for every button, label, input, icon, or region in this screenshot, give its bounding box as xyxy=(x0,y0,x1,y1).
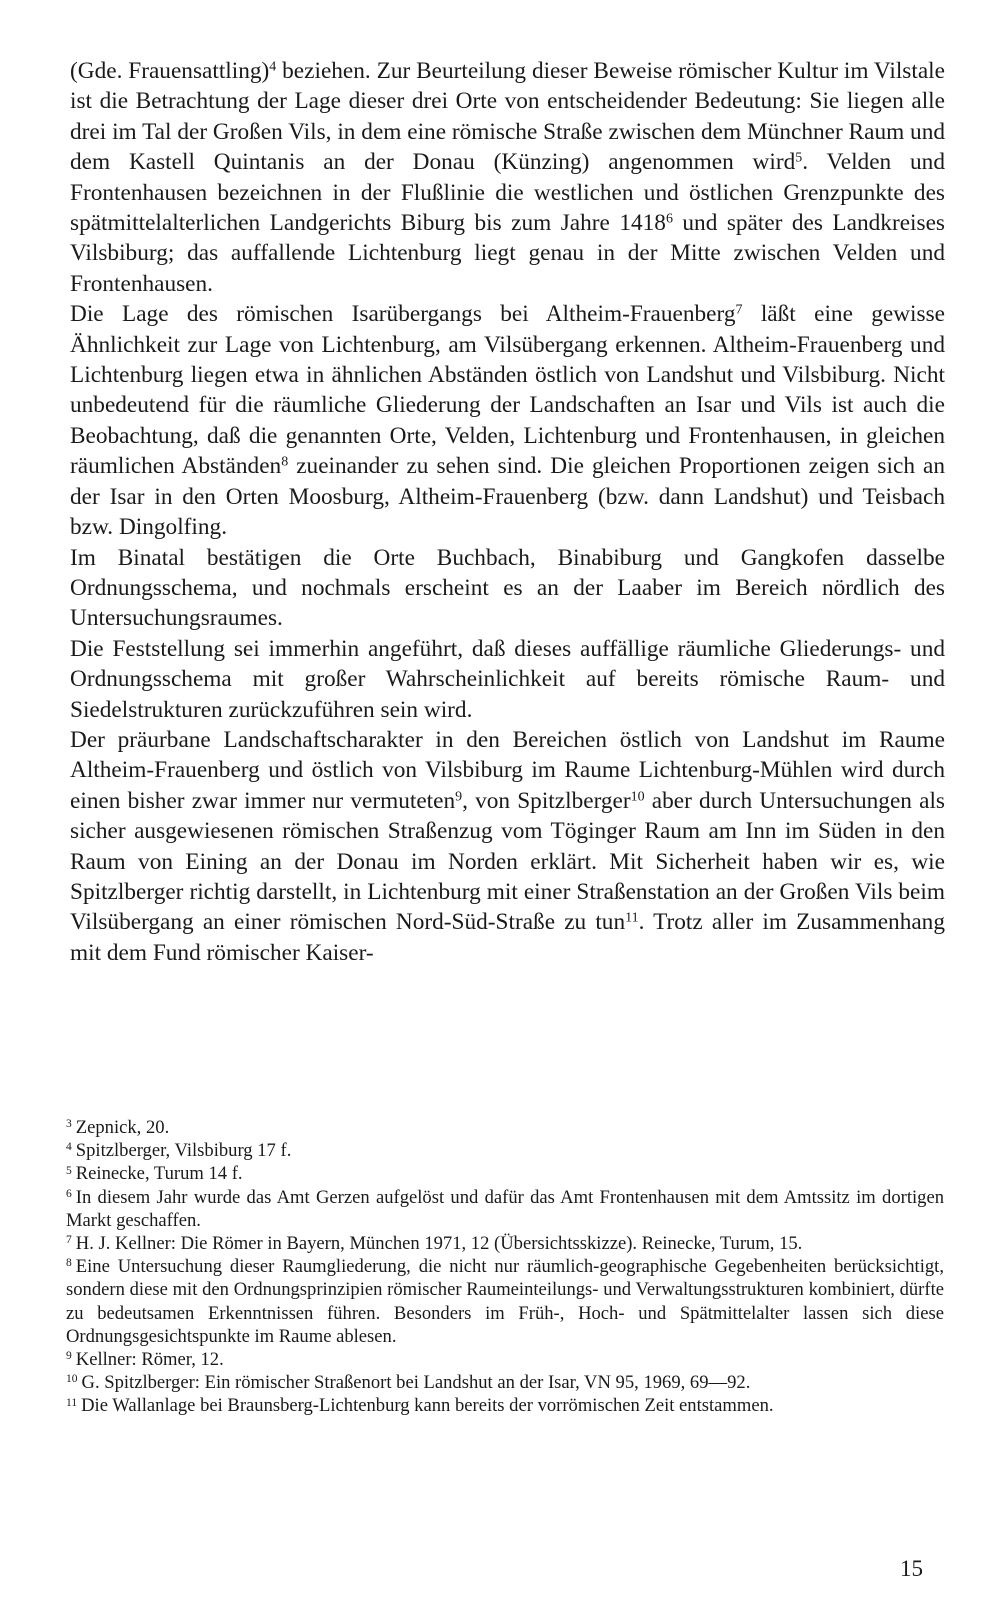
footnote-ref[interactable]: 4 xyxy=(269,59,277,75)
footnote-ref[interactable]: 11 xyxy=(625,910,639,926)
paragraph: (Gde. Frauensattling)$^4$ beziehen. Zur Beurteilung dieser Beweise römischer Kultur im Vilstale ist die Betrachtung der Lage dieser drei Orte von entscheidender Bedeutung: Sie liegen alle drei im Tal der Großen Vils, in dem eine römische Straße zwischen dem Münchner Raum und dem Kastell Quintanis an der Donau (Künzing) angenommen wird$^5$. Velden und Frontenhausen bezeichnen in der Flußlinie die westlichen und östlichen Grenzpunkte des spätmittelalterlichen Landgerichts Biburg bis zum Jahre 1418$^6$ und später des Landkreises Vilsbiburg; das auffallende Lichtenburg liegt genau in der Mitte zwischen Velden und Frontenhausen. xyxy=(70,58,945,297)
footnote: $^6$ In diesem Jahr wurde das Amt Gerzen aufgelöst und dafür das Amt Frontenhausen mit dem Amtssitz im dortigen Markt geschaffen. xyxy=(66,1186,944,1231)
paragraph: Der präurbane Landschaftscharakter in den Bereichen östlich von Landshut im Raume Altheim-Frauenberg und östlich von Vilsbiburg im Raume Lichtenburg-Mühlen wird durch einen bisher zwar immer nur vermuteten$^9$, von Spitzlberger$^{10}$ aber durch Untersuchungen als sicher ausgewiesenen römischen Straßenzug vom Töginger Raum am Inn im Süden in den Raum von Eining an der Donau im Norden erklärt. Mit Sicherheit haben wir es, wie Spitzlberger richtig darstellt, in Lichtenburg mit einer Straßenstation an der Großen Vils beim Vilsübergang an einer römischen Nord-Süd-Straße zu tun$^{11}$. Trotz aller im Zusammenhang mit dem Fund römischer Kaiser- xyxy=(70,726,945,966)
footnote-ref[interactable]: 5 xyxy=(795,150,803,166)
footnote: $^{10}$ G. Spitzlberger: Ein römischer Straßenort bei Landshut an der Isar, VN 95, 1969, 69—92. xyxy=(66,1372,751,1394)
paragraph: Im Binatal bestätigen die Orte Buchbach, Binabiburg und Gangkofen dasselbe Ordnungsschema, und nochmals erscheint es an der Laaber im Bereich nördlich des Untersuchungsraumes. xyxy=(70,544,945,632)
footnote-number: 11 xyxy=(66,1396,78,1409)
paragraph: Die Lage des römischen Isarübergangs bei Altheim-Frauenberg$^7$ läßt eine gewisse Ähnlichkeit zur Lage von Lichtenburg, am Vilsübergang erkennen. Altheim-Frauenberg und Lichtenburg liegen etwa in ähnlichen Abständen östlich von Landshut und Vilsbiburg. Nicht unbedeutend für die räumliche Gliederung der Landschaften an Isar und Vils ist auch die Beobachtung, daß die genannten Orte, Velden, Lichtenburg und Frontenhausen, in gleichen räumlichen Abständen$^8$ zueinander zu sehen sind. Die gleichen Proportionen zeigen sich an der Isar in den Orten Moosburg, Altheim-Frauenberg (bzw. dann Landshut) und Teisbach bzw. Dingolfing. xyxy=(70,301,945,541)
footnote-ref[interactable]: 7 xyxy=(735,302,743,318)
footnote-ref[interactable]: 8 xyxy=(281,454,289,470)
footnote-ref[interactable]: 6 xyxy=(665,211,673,227)
footnote: $^3$ Zepnick, 20. xyxy=(66,1117,170,1138)
main-text xyxy=(70,56,945,968)
footnote-number: 3 xyxy=(66,1118,72,1131)
footnote: $^8$ Eine Untersuchung dieser Raumgliederung, die nicht nur räumlich-geographische Gegebenheiten berücksichtigt, sondern diese mit den Ordnungsprinzipien römischer Raumeinteilungs- und Verwaltungsstrukturen kombiniert, dürfte zu bedeutsamen Erkenntnissen führen. Besonders im Früh-, Hoch- und Spätmittelalter lassen sich diese Ordnungsgesichtspunkte im Raume ablesen. xyxy=(66,1256,944,1347)
footnote-number: 5 xyxy=(66,1164,72,1177)
footnote-number: 4 xyxy=(66,1141,72,1154)
footnote: $^5$ Reinecke, Turum 14 f. xyxy=(66,1163,243,1185)
footnote: $^4$ Spitzlberger, Vilsbiburg 17 f. xyxy=(66,1140,292,1162)
footnote-ref[interactable]: 10 xyxy=(630,789,645,805)
footnote: $^{11}$ Die Wallanlage bei Braunsberg-Lichtenburg kann bereits der vorrömischen Zeit entstammen. xyxy=(66,1395,774,1417)
footnote: $^9$ Kellner: Römer, 12. xyxy=(66,1349,224,1371)
footnote: $^7$ H. J. Kellner: Die Römer in Bayern, München 1971, 12 (Übersichtsskizze). Reinecke, Turum, 15. xyxy=(66,1233,803,1255)
footnotes xyxy=(66,1116,944,1418)
footnote-number: 10 xyxy=(66,1373,78,1386)
footnote-number: 6 xyxy=(66,1187,72,1200)
page-number: 15 xyxy=(900,1556,923,1581)
paragraph: Die Feststellung sei immerhin angeführt, daß dieses auffällige räumliche Gliederungs- und Ordnungsschema mit großer Wahrscheinlichkeit auf bereits römische Raum- und Siedelstrukturen zurückzuführen sein wird. xyxy=(70,635,945,723)
footnote-number: 7 xyxy=(66,1234,72,1247)
footnote-number: 8 xyxy=(66,1257,72,1270)
footnote-number: 9 xyxy=(66,1350,72,1363)
footnote-ref[interactable]: 9 xyxy=(455,789,463,805)
